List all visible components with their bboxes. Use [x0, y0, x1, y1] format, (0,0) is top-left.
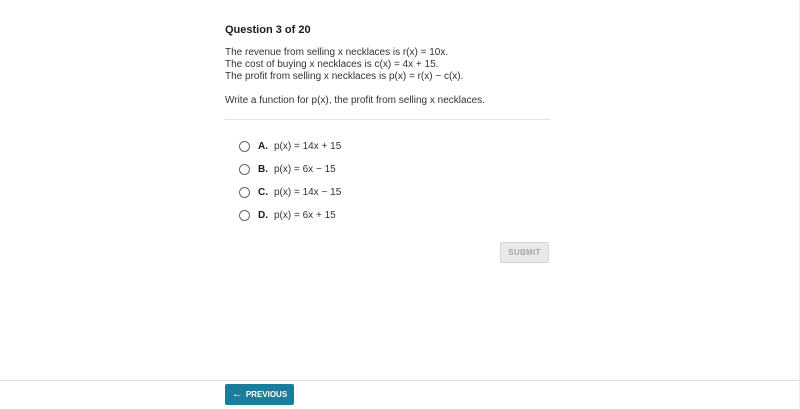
radio-button-icon[interactable] — [239, 141, 250, 152]
divider — [225, 119, 550, 120]
radio-button-icon[interactable] — [239, 187, 250, 198]
submit-button[interactable]: SUBMIT — [500, 242, 549, 263]
option-d[interactable] — [239, 204, 341, 227]
option-letter: C. — [258, 187, 268, 198]
question-block — [225, 24, 550, 107]
previous-button[interactable] — [225, 384, 294, 405]
stem-line-revenue: The revenue from selling x necklaces is r(x) = 10x. — [225, 47, 449, 58]
option-text: p(x) = 6x + 15 — [274, 210, 336, 221]
option-c[interactable] — [239, 181, 341, 204]
question-stem — [225, 47, 550, 83]
option-text: p(x) = 14x − 15 — [274, 187, 342, 198]
footer-divider — [0, 380, 800, 381]
radio-button-icon[interactable] — [239, 210, 250, 221]
question-counter: Question 3 of 20 — [225, 24, 311, 36]
stem-line-cost: The cost of buying x necklaces is c(x) = 4x + 15. — [225, 59, 439, 70]
radio-button-icon[interactable] — [239, 164, 250, 175]
option-b[interactable] — [239, 158, 341, 181]
previous-button-label: PREVIOUS — [245, 390, 288, 399]
question-prompt: Write a function for p(x), the profit from selling x necklaces. — [225, 95, 485, 106]
arrow-left-icon: ← — [231, 388, 243, 400]
answer-options — [239, 135, 341, 227]
option-letter: D. — [258, 210, 268, 221]
option-letter: A. — [258, 141, 268, 152]
option-text: p(x) = 14x + 15 — [274, 141, 342, 152]
option-text: p(x) = 6x − 15 — [274, 164, 336, 175]
option-letter: B. — [258, 164, 268, 175]
option-a[interactable] — [239, 135, 341, 158]
stem-line-profit: The profit from selling x necklaces is p(x) = r(x) − c(x). — [225, 71, 464, 82]
